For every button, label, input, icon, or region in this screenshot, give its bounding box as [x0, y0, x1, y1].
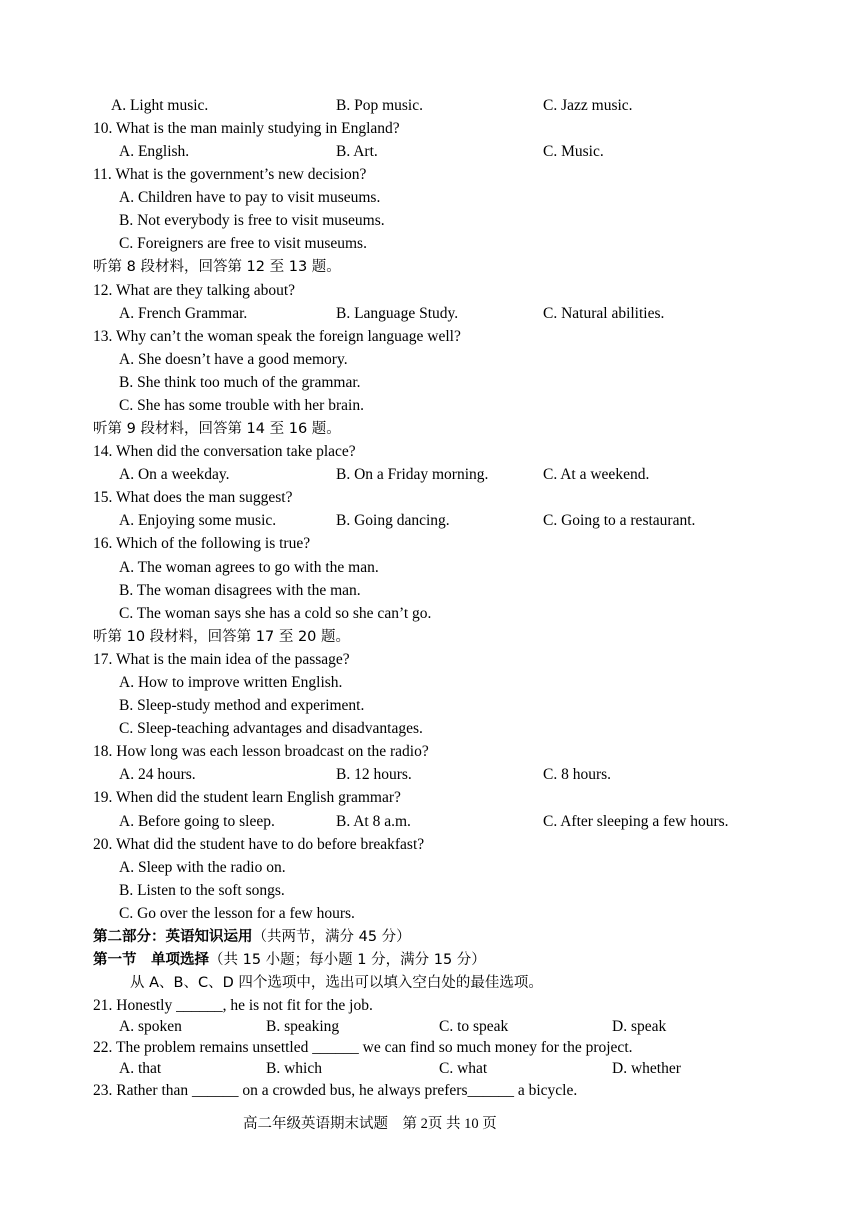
q15-option-a: A. Enjoying some music. [119, 512, 277, 529]
q11-option-b: B. Not everybody is free to visit museums. [119, 212, 385, 229]
section-9-heading: 听第 9 段材料，回答第 14 至 16 题。 [93, 421, 341, 437]
q20-stem: 20. What did the student have to do before breakfast? [93, 836, 425, 853]
section-1-heading [93, 949, 486, 971]
q9-option-c: C. Jazz music. [543, 97, 633, 114]
q11-option-a: A. Children have to pay to visit museums. [119, 189, 381, 206]
q11-option-c: C. Foreigners are free to visit museums. [119, 235, 367, 252]
q12-option-b: B. Language Study. [336, 305, 459, 322]
section-1-title: 第一节 单项选择 [93, 952, 209, 968]
q15-stem: 15. What does the man suggest? [93, 489, 293, 506]
q18-option-c: C. 8 hours. [543, 766, 612, 783]
q19-stem: 19. When did the student learn English grammar? [93, 789, 401, 806]
q13-stem: 13. Why can’t the woman speak the foreign language well? [93, 328, 461, 345]
part-2-title: 第二部分：英语知识运用 [93, 929, 253, 945]
q21-option-a: A. spoken [119, 1018, 182, 1035]
q11-stem: 11. What is the government’s new decision? [93, 166, 367, 183]
q17-stem: 17. What is the main idea of the passage? [93, 651, 350, 668]
q20-option-c: C. Go over the lesson for a few hours. [119, 905, 355, 922]
section-8-heading: 听第 8 段材料，回答第 12 至 13 题。 [93, 259, 341, 275]
q17-option-c: C. Sleep-teaching advantages and disadvantages. [119, 720, 423, 737]
q22-option-c: C. what [439, 1060, 488, 1077]
q16-stem: 16. Which of the following is true? [93, 535, 311, 552]
q12-option-c: C. Natural abilities. [543, 305, 665, 322]
q10-option-b: B. Art. [336, 143, 378, 160]
q17-option-a: A. How to improve written English. [119, 674, 343, 691]
part-2-score: （共两节，满分 45 分） [252, 929, 411, 945]
section-1-score: （共 15 小题；每小题 1 分，满分 15 分） [209, 952, 486, 968]
q17-option-b: B. Sleep-study method and experiment. [119, 697, 365, 714]
q13-option-c: C. She has some trouble with her brain. [119, 397, 364, 414]
q21-option-d: D. speak [612, 1018, 667, 1035]
q19-option-c: C. After sleeping a few hours. [543, 813, 729, 830]
q13-option-b: B. She think too much of the grammar. [119, 374, 361, 391]
part-2-heading [93, 926, 411, 948]
section-1-instruction: 从 A、B、C、D 四个选项中，选出可以填入空白处的最佳选项。 [130, 975, 543, 991]
q16-option-c: C. The woman says she has a cold so she can’t go. [119, 605, 432, 622]
q18-option-a: A. 24 hours. [119, 766, 196, 783]
q22-option-b: B. which [266, 1060, 322, 1077]
q15-option-c: C. Going to a restaurant. [543, 512, 696, 529]
q9-option-b: B. Pop music. [336, 97, 423, 114]
section-10-heading: 听第 10 段材料，回答第 17 至 20 题。 [93, 629, 351, 645]
q18-option-b: B. 12 hours. [336, 766, 412, 783]
q13-option-a: A. She doesn’t have a good memory. [119, 351, 348, 368]
q14-stem: 14. When did the conversation take place? [93, 443, 356, 460]
q9-option-a: A. Light music. [111, 97, 209, 114]
page-footer: 高二年级英语期末试题 第 2页 共 10 页 [243, 1116, 497, 1132]
q16-option-b: B. The woman disagrees with the man. [119, 582, 361, 599]
q19-option-b: B. At 8 a.m. [336, 813, 411, 830]
q14-option-a: A. On a weekday. [119, 466, 230, 483]
q21-option-b: B. speaking [266, 1018, 340, 1035]
q22-option-a: A. that [119, 1060, 162, 1077]
q20-option-b: B. Listen to the soft songs. [119, 882, 285, 899]
q22-stem: 22. The problem remains unsettled ______ we can find so much money for the project. [93, 1039, 633, 1056]
q16-option-a: A. The woman agrees to go with the man. [119, 559, 379, 576]
q14-option-c: C. At a weekend. [543, 466, 650, 483]
q21-option-c: C. to speak [439, 1018, 509, 1035]
q14-option-b: B. On a Friday morning. [336, 466, 489, 483]
q15-option-b: B. Going dancing. [336, 512, 450, 529]
q19-option-a: A. Before going to sleep. [119, 813, 275, 830]
q23-stem: 23. Rather than ______ on a crowded bus, he always prefers______ a bicycle. [93, 1082, 578, 1099]
q12-stem: 12. What are they talking about? [93, 282, 296, 299]
q20-option-a: A. Sleep with the radio on. [119, 859, 286, 876]
q10-option-c: C. Music. [543, 143, 604, 160]
q12-option-a: A. French Grammar. [119, 305, 248, 322]
q10-option-a: A. English. [119, 143, 190, 160]
q10-stem: 10. What is the man mainly studying in England? [93, 120, 400, 137]
q18-stem: 18. How long was each lesson broadcast on the radio? [93, 743, 429, 760]
q21-stem: 21. Honestly ______, he is not fit for the job. [93, 997, 373, 1014]
q22-option-d: D. whether [612, 1060, 681, 1077]
